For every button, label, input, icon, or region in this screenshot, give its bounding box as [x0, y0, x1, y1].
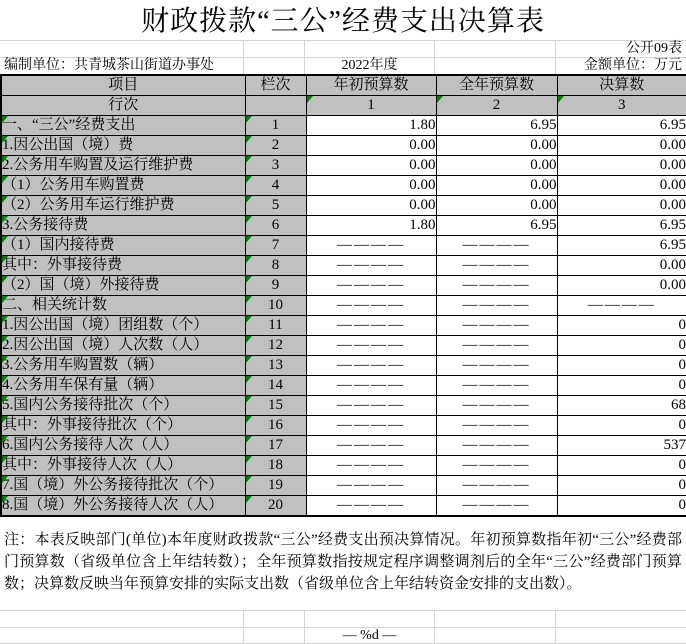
column-number: [436, 96, 557, 116]
cell-final-account: 0: [557, 416, 686, 436]
cell-final-account: 0: [557, 316, 686, 336]
cell-annual-budget: ————: [436, 396, 557, 416]
row-line-number: 13: [245, 356, 306, 376]
error-indicator-icon: [246, 196, 252, 203]
error-indicator-icon: [246, 496, 252, 503]
empty-grid-row: [0, 610, 686, 627]
row-item-label: 1.因公出国（境）团组数（个）: [1, 316, 245, 336]
cell-annual-budget: ————: [436, 256, 557, 276]
row-item-label: 6.国内公务接待人次（人）: [1, 436, 245, 456]
error-indicator-icon: [246, 336, 252, 343]
cell-initial-budget: ————: [306, 296, 436, 316]
error-indicator-icon: [2, 176, 8, 183]
cell-final-account: ————: [557, 296, 686, 316]
error-indicator-icon: [2, 396, 8, 403]
error-indicator-icon: [246, 376, 252, 383]
cell-final-account: 0.00: [557, 176, 686, 196]
row-line-number: 19: [245, 476, 306, 496]
form-number-label: 公开09表: [626, 41, 682, 56]
error-indicator-icon: [246, 356, 252, 363]
error-indicator-icon: [2, 216, 8, 223]
row-item-label: 2.因公出国（境）人次数（人）: [1, 336, 245, 356]
table-row: [1, 296, 686, 316]
error-indicator-icon: [2, 476, 8, 483]
expense-table: [0, 74, 686, 517]
table-row: [1, 416, 686, 436]
table-row: [1, 456, 686, 476]
row-item-label: （2）国（境）外接待费: [1, 276, 245, 296]
table-row: [1, 176, 686, 196]
row-item-label: 8.国（境）外公务接待人次（人）: [1, 496, 245, 517]
page-title: 财政拨款“三公”经费支出决算表: [141, 6, 545, 37]
error-indicator-icon: [2, 296, 8, 303]
cell-initial-budget: ————: [306, 376, 436, 396]
cell-annual-budget: 6.95: [436, 116, 557, 136]
cell-initial-budget: ————: [306, 356, 436, 376]
error-indicator-icon: [2, 316, 8, 323]
cell-annual-budget: 6.95: [436, 216, 557, 236]
page-footer-grid: [0, 610, 686, 644]
row-item-label: （2）公务用车运行维护费: [1, 196, 245, 216]
cell-initial-budget: 0.00: [306, 136, 436, 156]
row-line-number: 3: [245, 156, 306, 176]
empty-cell: [556, 628, 686, 643]
table-row: [1, 216, 686, 236]
row-line-number: 2: [245, 136, 306, 156]
cell-final-account: 6.95: [557, 116, 686, 136]
cell-final-account: 6.95: [557, 236, 686, 256]
error-indicator-icon: [246, 296, 252, 303]
error-indicator-icon: [246, 456, 252, 463]
error-indicator-icon: [437, 96, 443, 103]
row-item-label: 1.因公出国（境）费: [1, 136, 245, 156]
cell-initial-budget: ————: [306, 276, 436, 296]
table-row: [1, 116, 686, 136]
cell-initial-budget: 0.00: [306, 156, 436, 176]
row-line-number: 5: [245, 196, 306, 216]
cell-final-account: 0: [557, 336, 686, 356]
empty-cell: [245, 96, 306, 116]
table-row: [1, 436, 686, 456]
cell-final-account: 0.00: [557, 156, 686, 176]
error-indicator-icon: [2, 256, 8, 263]
col-header-annual-budget: 全年预算数: [436, 75, 557, 96]
table-meta: [0, 40, 686, 75]
row-index-label: 行次: [1, 96, 245, 116]
error-indicator-icon: [2, 496, 8, 503]
empty-cell: [244, 41, 305, 57]
table-row: [1, 476, 686, 496]
error-indicator-icon: [246, 436, 252, 443]
empty-cell: [305, 611, 435, 627]
row-item-label: 5.国内公务接待批次（个）: [1, 396, 245, 416]
empty-cell: [244, 628, 305, 643]
cell-final-account: 0: [557, 456, 686, 476]
cell-initial-budget: ————: [306, 316, 436, 336]
row-line-number: 15: [245, 396, 306, 416]
error-indicator-icon: [246, 476, 252, 483]
error-indicator-icon: [2, 236, 8, 243]
cell-annual-budget: ————: [436, 356, 557, 376]
error-indicator-icon: [2, 116, 8, 123]
row-line-number: 20: [245, 496, 306, 517]
table-row: [1, 376, 686, 396]
cell-final-account: 68: [557, 396, 686, 416]
empty-cell: [244, 611, 305, 627]
table-row: [1, 136, 686, 156]
row-item-label: 3.公务接待费: [1, 216, 245, 236]
table-row: [1, 196, 686, 216]
cell-annual-budget: ————: [436, 276, 557, 296]
cell-final-account: 537: [557, 436, 686, 456]
row-line-number: 8: [245, 256, 306, 276]
cell-final-account: 0: [557, 476, 686, 496]
row-line-number: 17: [245, 436, 306, 456]
row-item-label: 7.国（境）外公务接待批次（个）: [1, 476, 245, 496]
table-row: [1, 236, 686, 256]
error-indicator-icon: [558, 96, 564, 103]
cell-annual-budget: ————: [436, 436, 557, 456]
error-indicator-icon: [2, 336, 8, 343]
cell-initial-budget: ————: [306, 476, 436, 496]
empty-cell: [0, 628, 244, 643]
column-number: [557, 96, 686, 116]
col-header-column-no: 栏次: [245, 75, 306, 96]
error-indicator-icon: [307, 96, 313, 103]
row-item-label: 其中：外事接待人次（人）: [1, 456, 245, 476]
cell-initial-budget: ————: [306, 416, 436, 436]
cell-initial-budget: 1.80: [306, 216, 436, 236]
cell-annual-budget: ————: [436, 376, 557, 396]
column-number-text: 2: [492, 97, 501, 113]
error-indicator-icon: [2, 436, 8, 443]
row-line-number: 16: [245, 416, 306, 436]
cell-annual-budget: ————: [436, 296, 557, 316]
cell-annual-budget: ————: [436, 316, 557, 336]
error-indicator-icon: [2, 376, 8, 383]
row-line-number: 10: [245, 296, 306, 316]
error-indicator-icon: [246, 156, 252, 163]
error-indicator-icon: [2, 456, 8, 463]
row-item-label: （1）公务用车购置费: [1, 176, 245, 196]
empty-cell: [435, 58, 556, 75]
org-unit-row: [0, 58, 686, 75]
cell-initial-budget: ————: [306, 456, 436, 476]
row-line-number: 9: [245, 276, 306, 296]
error-indicator-icon: [2, 136, 8, 143]
table-row: [1, 396, 686, 416]
amount-unit-label: 金额单位：万元: [584, 58, 682, 73]
row-item-label: 4.公务用车保有量（辆）: [1, 376, 245, 396]
empty-cell: [435, 611, 556, 627]
table-row: [1, 256, 686, 276]
error-indicator-icon: [2, 276, 8, 283]
cell-annual-budget: 0.00: [436, 156, 557, 176]
cell-annual-budget: ————: [436, 456, 557, 476]
column-number-text: 3: [618, 97, 626, 113]
row-line-number: 12: [245, 336, 306, 356]
cell-annual-budget: 0.00: [436, 196, 557, 216]
cell-initial-budget: 0.00: [306, 196, 436, 216]
error-indicator-icon: [2, 196, 8, 203]
error-indicator-icon: [246, 116, 252, 123]
table-row: [1, 356, 686, 376]
col-header-final-account: 决算数: [557, 75, 686, 96]
error-indicator-icon: [246, 316, 252, 323]
error-indicator-icon: [246, 176, 252, 183]
cell-initial-budget: 1.80: [306, 116, 436, 136]
fiscal-year-label: 2022年度: [305, 58, 435, 75]
cell-final-account: 0: [557, 496, 686, 517]
col-header-initial-budget: 年初预算数: [306, 75, 436, 96]
org-unit-label: 编制单位：共青城茶山街道办事处: [0, 58, 244, 75]
cell-annual-budget: ————: [436, 496, 557, 517]
cell-initial-budget: ————: [306, 396, 436, 416]
table-row: [1, 156, 686, 176]
row-line-number: 14: [245, 376, 306, 396]
row-item-label: （1）国内接待费: [1, 236, 245, 256]
column-number-text: 1: [367, 97, 375, 113]
page-number-row: [0, 627, 686, 644]
row-item-label: 其中：外事接待批次（个）: [1, 416, 245, 436]
form-number-row: [0, 41, 686, 58]
row-line-number: 11: [245, 316, 306, 336]
cell-final-account: 0.00: [557, 136, 686, 156]
row-item-label: 2.公务用车购置及运行维护费: [1, 156, 245, 176]
row-item-label: 一、“三公”经费支出: [1, 116, 245, 136]
row-line-number: 18: [245, 456, 306, 476]
empty-cell: [435, 41, 556, 57]
error-indicator-icon: [2, 156, 8, 163]
column-header-row: [1, 75, 686, 96]
cell-final-account: 6.95: [557, 216, 686, 236]
cell-annual-budget: 0.00: [436, 136, 557, 156]
cell-initial-budget: 0.00: [306, 176, 436, 196]
error-indicator-icon: [246, 256, 252, 263]
row-index-row: [1, 96, 686, 116]
cell-initial-budget: ————: [306, 436, 436, 456]
row-item-label: 二、相关统计数: [1, 296, 245, 316]
cell-annual-budget: ————: [436, 476, 557, 496]
empty-cell: [556, 611, 686, 627]
table-row: [1, 316, 686, 336]
row-item-label: 其中：外事接待费: [1, 256, 245, 276]
page-number-placeholder: — %d —: [305, 628, 435, 643]
cell-initial-budget: ————: [306, 236, 436, 256]
cell-final-account: 0: [557, 376, 686, 396]
footnote: 注：本表反映部门(单位)本年度财政拨款“三公”经费支出预决算情况。年初预算数指年初“三公”经费部门预算数（省级单位含上年结转数）；全年预算数指按规定程序调整调剂后的全年“三公”经费部门预算数；决算数反映当年预算安排的实际支出数（省级单位含上年结转资金安排的支出数）。: [4, 532, 682, 592]
cell-final-account: 0.00: [557, 256, 686, 276]
empty-cell: [0, 41, 244, 57]
table-row: [1, 496, 686, 517]
cell-final-account: 0.00: [557, 196, 686, 216]
error-indicator-icon: [246, 236, 252, 243]
table-row: [1, 276, 686, 296]
cell-annual-budget: ————: [436, 336, 557, 356]
empty-cell: [0, 611, 244, 627]
col-header-item: 项目: [1, 75, 245, 96]
cell-final-account: 0.00: [557, 276, 686, 296]
cell-initial-budget: ————: [306, 496, 436, 517]
row-line-number: 1: [245, 116, 306, 136]
error-indicator-icon: [2, 416, 8, 423]
cell-annual-budget: ————: [436, 416, 557, 436]
error-indicator-icon: [246, 276, 252, 283]
cell-initial-budget: ————: [306, 256, 436, 276]
table-row: [1, 336, 686, 356]
empty-cell: [435, 628, 556, 643]
cell-annual-budget: 0.00: [436, 176, 557, 196]
row-line-number: 4: [245, 176, 306, 196]
empty-cell: [305, 41, 435, 57]
row-item-label: 3.公务用车购置数（辆）: [1, 356, 245, 376]
column-number: [306, 96, 436, 116]
cell-final-account: 0: [557, 356, 686, 376]
error-indicator-icon: [246, 136, 252, 143]
cell-annual-budget: ————: [436, 236, 557, 256]
error-indicator-icon: [2, 356, 8, 363]
cell-initial-budget: ————: [306, 336, 436, 356]
row-line-number: 6: [245, 216, 306, 236]
error-indicator-icon: [246, 216, 252, 223]
error-indicator-icon: [246, 396, 252, 403]
empty-cell: [244, 58, 305, 75]
error-indicator-icon: [246, 416, 252, 423]
row-line-number: 7: [245, 236, 306, 256]
